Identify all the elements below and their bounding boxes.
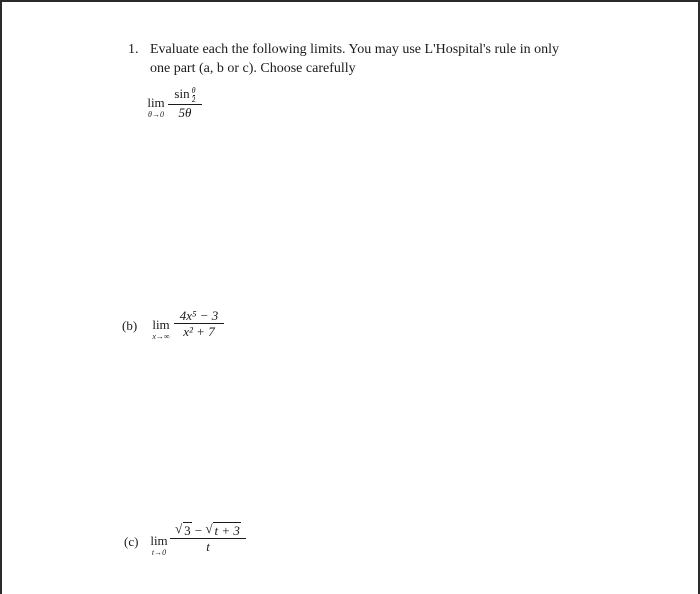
part-c-limit — [148, 534, 170, 557]
part-c-numerator — [170, 522, 246, 538]
part-c-label: (c) — [124, 534, 139, 549]
part-b-limit — [148, 318, 174, 341]
part-a-half-theta — [192, 87, 196, 104]
part-c-denominator: t — [206, 539, 210, 554]
part-c-fraction — [170, 522, 246, 554]
question-text — [150, 40, 590, 78]
part-b-denominator: x² + 7 — [183, 324, 215, 339]
part-c-lim-sub: t→0 — [151, 548, 167, 557]
part-c-minus: − — [194, 523, 203, 538]
part-a-two: 2 — [191, 94, 196, 104]
part-a-fraction — [168, 86, 202, 120]
part-b-lim-word: lim — [152, 317, 170, 332]
part-a-limit — [144, 96, 168, 119]
question-line-2: one part (a, b or c). Choose carefully — [150, 61, 356, 76]
part-c-sqrt-3: √ 3 — [175, 521, 191, 538]
part-a-numerator — [168, 86, 202, 104]
part-a-theta-top: θ — [191, 85, 196, 95]
part-c-sqrt-t3: √ t + 3 — [205, 521, 240, 538]
question-line-1: Evaluate each the following limits. You may use L'Hospital's rule in only — [150, 42, 560, 57]
part-b-fraction — [174, 308, 224, 339]
question-number: 1. — [128, 42, 139, 57]
part-c-lim-word: lim — [150, 533, 168, 548]
part-a-lim-sub: θ→0 — [148, 110, 164, 119]
part-b-numerator: 4x⁵ − 3 — [179, 308, 219, 323]
document-page — [2, 2, 698, 594]
part-b-lim-sub: x→∞ — [152, 332, 170, 341]
part-a-sin: sin — [174, 86, 190, 101]
part-a-lim-word: lim — [147, 95, 165, 110]
part-a-denominator: 5θ — [178, 104, 192, 120]
part-b-label: (b) — [122, 318, 138, 333]
